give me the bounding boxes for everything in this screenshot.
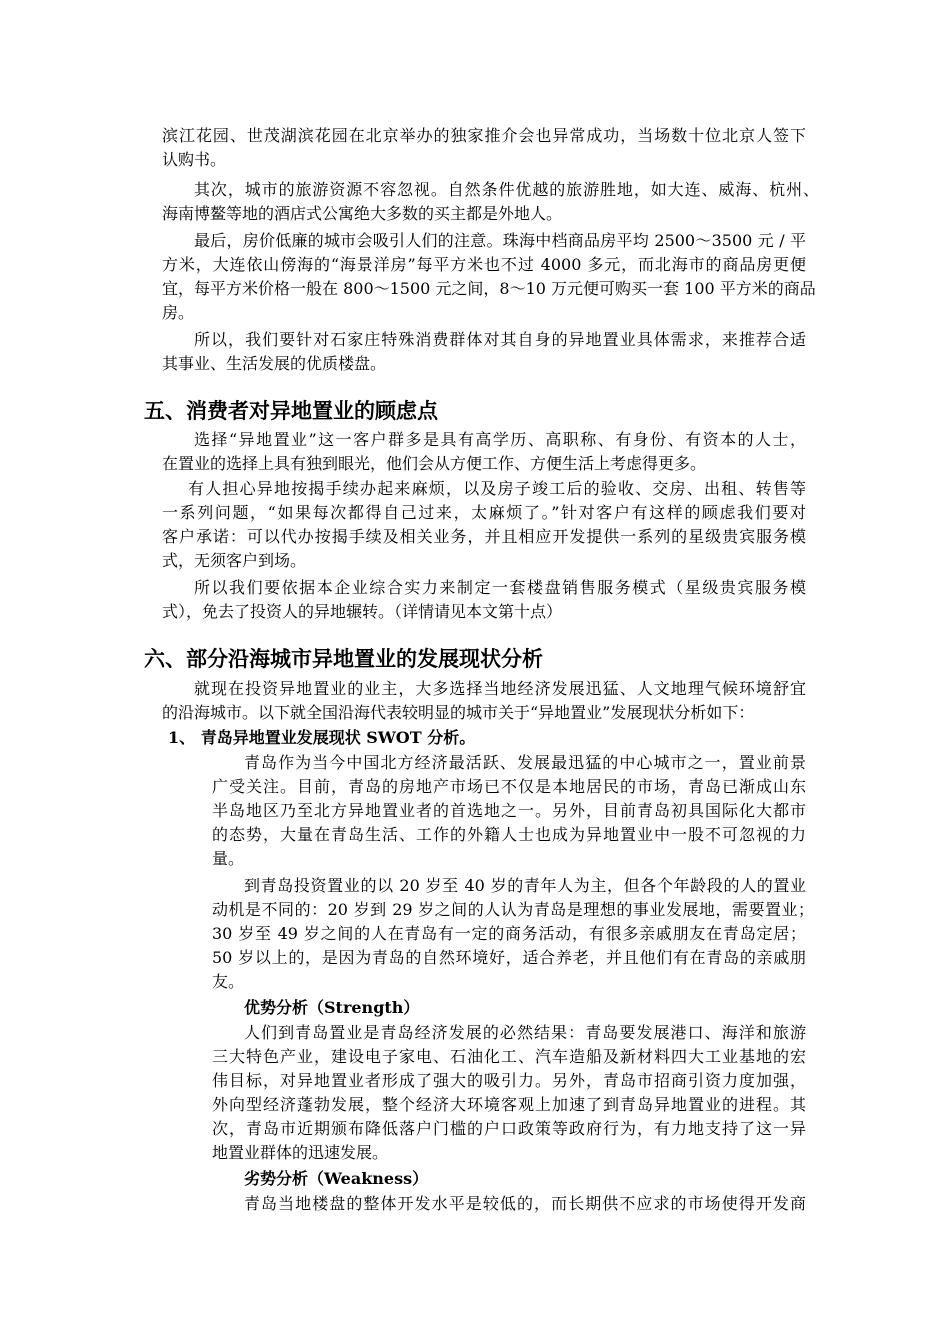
paragraph-line: 动机是不同的：20 岁到 29 岁之间的人认为青岛是理想的事业发展地，需要置业； — [212, 900, 814, 919]
subsection-title: 优势分析（Strength） — [244, 998, 420, 1017]
paragraph-line: 外向型经济蓬勃发展，整个经济大环境客观上加速了到青岛异地置业的进程。其 — [212, 1095, 806, 1114]
paragraph-line: 海南博鳌等地的酒店式公寓绝大多数的买主都是外地人。 — [162, 204, 563, 223]
paragraph-line: 人们到青岛置业是青岛经济发展的必然结果：青岛要发展港口、海洋和旅游 — [244, 1023, 806, 1042]
paragraph-line: 最后，房价低廉的城市会吸引人们的注意。珠海中档商品房平均 2500～3500 元 / 平 — [194, 231, 806, 250]
paragraph-line: 青岛当地楼盘的整体开发水平是较低的，而长期供不应求的市场使得开发商 — [244, 1194, 806, 1213]
subsection-title: 1、 青岛异地置业发展现状 SWOT 分析。 — [168, 728, 476, 747]
paragraph-line: 三大特色产业，建设电子家电、石油化工、汽车造船及新材料四大工业基地的宏 — [212, 1047, 806, 1066]
paragraph-line: 地置业群体的迅速发展。 — [212, 1143, 389, 1162]
paragraph-line: 所以我们要依据本企业综合实力来制定一套楼盘销售服务模式（星级贵宾服务模 — [194, 578, 806, 597]
paragraph-line: 一系列问题，“如果每次都得自己过来，太麻烦了。”针对客户有这样的顾虑我们要对 — [162, 503, 806, 522]
paragraph-line: 其次，城市的旅游资源不容忽视。自然条件优越的旅游胜地，如大连、威海、杭州、 — [194, 180, 819, 199]
paragraph-line: 式），免去了投资人的异地辗转。（详情请见本文第十点） — [162, 602, 563, 621]
paragraph-line: 房。 — [162, 303, 195, 322]
paragraph-line: 友。 — [212, 972, 245, 991]
paragraph-line: 30 岁至 49 岁之间的人在青岛有一定的商务活动，有很多亲戚朋友在青岛定居； — [212, 924, 806, 943]
paragraph-line: 50 岁以上的，是因为青岛的自然环境好，适合养老，并且他们有在青岛的亲戚朋 — [212, 948, 806, 967]
paragraph-line: 伟目标，对异地置业者形成了强大的吸引力。另外，青岛市招商引资力度加强， — [212, 1071, 806, 1090]
paragraph-line: 其事业、生活发展的优质楼盘。 — [162, 354, 387, 373]
paragraph-line: 到青岛投资置业的以 20 岁至 40 岁的青年人为主，但各个年龄段的人的置业 — [244, 876, 806, 895]
paragraph-line: 客户承诺：可以代办按揭手续及相关业务，并且相应开发提供一系列的星级贵宾服务模 — [162, 527, 806, 546]
subsection-title: 劣势分析（Weakness） — [244, 1169, 429, 1188]
paragraph-line: 式，无须客户到场。 — [162, 551, 307, 570]
paragraph-line: 次，青岛市近期颁布降低落户门槛的户口政策等政府行为，有力地支持了这一异 — [212, 1119, 806, 1138]
paragraph-line: 半岛地区乃至北方异地置业者的首选地之一。另外，目前青岛初具国际化大都市 — [212, 801, 806, 820]
paragraph-line: 方米，大连依山傍海的“海景洋房”每平方米也不过 4000 多元，而北海市的商品房更便 — [162, 255, 806, 274]
paragraph-line: 宜，每平方米价格一般在 800～1500 元之间，8～10 万元便可购买一套 100 平方米的商品 — [162, 279, 816, 298]
paragraph-line: 所以，我们要针对石家庄特殊消费群体对其自身的异地置业具体需求，来推荐合适 — [194, 330, 806, 349]
paragraph-line: 滨江花园、世茂湖滨花园在北京举办的独家推介会也异常成功，当场数十位北京人签下 — [162, 126, 806, 145]
paragraph-line: 青岛作为当今中国北方经济最活跃、发展最迅猛的中心城市之一，置业前景 — [244, 753, 806, 772]
paragraph-line: 就现在投资异地置业的业主，大多选择当地经济发展迅猛、人文地理气候环境舒宜 — [194, 679, 806, 698]
paragraph-line: 认购书。 — [162, 150, 227, 169]
paragraph-line: 的沿海城市。以下就全国沿海代表较明显的城市关于“异地置业”发展现状分析如下： — [162, 703, 755, 722]
paragraph-line: 有人担心异地按揭手续办起来麻烦，以及房子竣工后的验收、交房、出租、转售等 — [188, 479, 806, 498]
paragraph-line: 量。 — [212, 849, 245, 868]
paragraph-line: 在置业的选择上具有独到眼光，他们会从方便工作、方便生活上考虑得更多。 — [162, 454, 707, 473]
section-heading: 五、消费者对异地置业的顾虑点 — [144, 399, 438, 423]
paragraph-line: 选择“异地置业”这一客户群多是具有高学历、高职称、有身份、有资本的人士， — [194, 430, 806, 449]
paragraph-line: 的态势，大量在青岛生活、工作的外籍人士也成为异地置业中一股不可忽视的力 — [212, 825, 806, 844]
paragraph-line: 广受关注。目前，青岛的房地产市场已不仅是本地居民的市场，青岛已渐成山东 — [212, 777, 806, 796]
section-heading: 六、部分沿海城市异地置业的发展现状分析 — [144, 647, 543, 671]
